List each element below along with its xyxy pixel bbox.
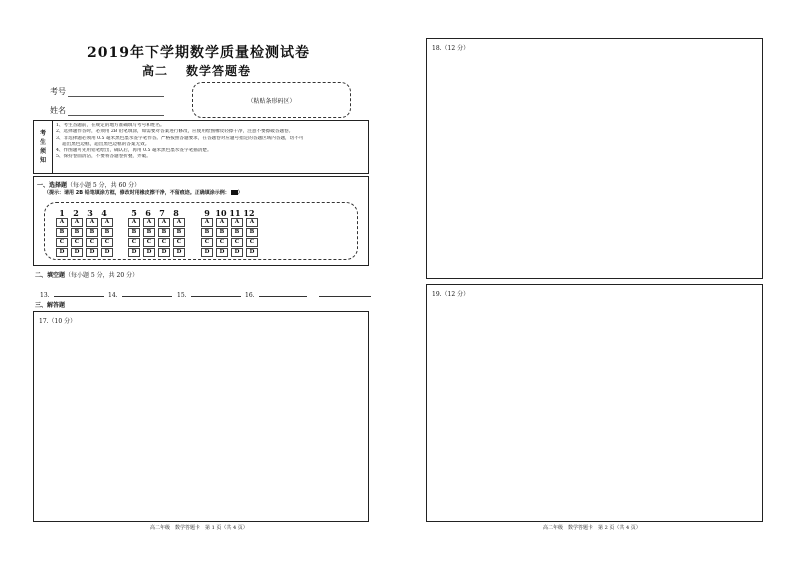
option-bubble[interactable]: C (101, 238, 113, 247)
question-number: 12 (243, 208, 255, 218)
question-label: 17.（10 分） (39, 318, 77, 325)
option-bubble[interactable]: B (173, 228, 185, 237)
question-group (127, 208, 187, 257)
option-bubble[interactable]: B (128, 228, 140, 237)
question-number: 6 (145, 208, 151, 218)
question-number: 4 (101, 208, 107, 218)
option-bubble[interactable]: B (56, 228, 68, 237)
question-number: 10 (215, 208, 227, 218)
question-number: 7 (159, 208, 165, 218)
question-number: 2 (73, 208, 79, 218)
option-bubble[interactable]: D (56, 248, 68, 257)
question-number: 11 (229, 208, 241, 218)
sheet-label: 数学答题卷 (186, 64, 252, 78)
notice-item: 超出黑色边框，超出黑色边框的答案无效。 (62, 141, 150, 147)
answer-box-18[interactable] (426, 38, 763, 279)
blank-13[interactable]: 13. (40, 290, 104, 299)
option-bubble[interactable]: A (128, 218, 140, 227)
option-bubble[interactable]: B (86, 228, 98, 237)
option-bubble[interactable]: A (173, 218, 185, 227)
notice-body (56, 123, 364, 161)
option-bubble[interactable]: A (56, 218, 68, 227)
question-label: 19.（12 分） (432, 291, 470, 298)
blank-14[interactable]: 14. (108, 290, 172, 299)
fill-in-section-title: 二、填空题（每小题 5 分，共 20 分） (35, 272, 139, 279)
option-bubble[interactable]: D (143, 248, 155, 257)
question-number: 8 (173, 208, 179, 218)
option-bubble[interactable]: D (158, 248, 170, 257)
exam-no-field[interactable] (50, 86, 164, 97)
question-number: 9 (204, 208, 210, 218)
option-bubble[interactable]: D (128, 248, 140, 257)
question-group (55, 208, 115, 257)
fill-hint: （提示：请用 2B 铅笔填涂方框，修改时用橡皮擦干净，不留痕迹。正确填涂示例： ） (44, 190, 243, 196)
option-bubble[interactable]: C (128, 238, 140, 247)
notice-item: 4、作图题可先用铅笔绘出，确认后，再用 0.5 毫米黑色墨水签字笔描清楚。 (56, 148, 212, 154)
option-bubble[interactable]: A (201, 218, 213, 227)
question-label: 18.（12 分） (432, 45, 470, 52)
option-bubble[interactable]: C (56, 238, 68, 247)
option-bubble[interactable]: C (201, 238, 213, 247)
option-bubble[interactable]: C (246, 238, 258, 247)
option-bubble[interactable]: B (71, 228, 83, 237)
candidate-notice (33, 120, 369, 174)
option-bubble[interactable]: D (173, 248, 185, 257)
section-title: 一、选择题（每小题 5 分，共 60 分） (37, 182, 141, 189)
barcode-area-label: （粘贴条形码区） (247, 97, 296, 105)
option-bubble[interactable]: B (231, 228, 243, 237)
answer-box-17[interactable] (33, 311, 369, 522)
question-number: 1 (59, 208, 65, 218)
option-bubble[interactable]: B (101, 228, 113, 237)
question-number: 5 (131, 208, 137, 218)
question-number: 3 (87, 208, 93, 218)
option-bubble[interactable]: D (71, 248, 83, 257)
option-bubble[interactable]: C (71, 238, 83, 247)
option-bubble[interactable]: C (143, 238, 155, 247)
notice-item: 2、选择题作答时，必须用 2B 铅笔填涂，如需要对答案进行修改，应使用绘图橡皮轻擦干净，注意不要擦破答题卷。 (56, 129, 294, 135)
notice-item: 1、考生答题前，在规定的地方准确填写考号和姓名。 (56, 123, 165, 128)
option-bubble[interactable]: B (216, 228, 228, 237)
option-bubble[interactable]: A (246, 218, 258, 227)
page-footer: 高二年级 数学答题卡 第 1 页（共 4 页） (150, 525, 248, 531)
option-bubble[interactable]: B (158, 228, 170, 237)
option-bubble[interactable]: C (173, 238, 185, 247)
option-bubble[interactable]: A (101, 218, 113, 227)
option-bubble[interactable]: B (143, 228, 155, 237)
page-footer: 高二年级 数学答题卡 第 2 页（共 4 页） (543, 525, 641, 531)
option-bubble[interactable]: D (201, 248, 213, 257)
name-field[interactable] (50, 105, 164, 116)
option-bubble[interactable]: D (246, 248, 258, 257)
question-group (200, 208, 260, 257)
section-note: （每小题 5 分，共 20 分） (65, 272, 139, 279)
answer-bubble-area (44, 202, 358, 260)
name-label: 姓名 (50, 106, 66, 115)
notice-item: 3、非选择题必须用 0.5 毫米黑色墨水签字笔作答。严格按照答题要求，在答题卷对应题号指定的答题区域内答题，切不可 (56, 135, 304, 141)
filled-box-sample (231, 190, 238, 195)
section-note: （每小题 5 分，共 60 分） (67, 182, 141, 189)
option-bubble[interactable]: C (86, 238, 98, 247)
option-bubble[interactable]: A (231, 218, 243, 227)
option-bubble[interactable]: D (216, 248, 228, 257)
exam-title: 2019年下学期数学质量检测试卷 (87, 45, 310, 61)
option-bubble[interactable]: C (216, 238, 228, 247)
option-bubble[interactable]: D (101, 248, 113, 257)
multiple-choice-section (33, 176, 369, 266)
option-bubble[interactable]: D (231, 248, 243, 257)
option-bubble[interactable]: A (158, 218, 170, 227)
option-bubble[interactable]: A (216, 218, 228, 227)
option-bubble[interactable]: A (71, 218, 83, 227)
option-bubble[interactable]: D (86, 248, 98, 257)
exam-no-label: 考号 (50, 87, 66, 96)
option-bubble[interactable]: A (86, 218, 98, 227)
option-bubble[interactable]: A (143, 218, 155, 227)
sheet-subtitle (142, 62, 251, 79)
solution-section-title: 三、解答题 (35, 302, 66, 309)
blank-16[interactable]: 16. (245, 290, 371, 299)
grade-label: 高二 (142, 64, 169, 78)
option-bubble[interactable]: B (201, 228, 213, 237)
option-bubble[interactable]: C (158, 238, 170, 247)
notice-item: 5、保持卷面清洁，不要将答题卷折叠，弄破。 (56, 154, 151, 160)
notice-label: 考 生 须 知 (34, 121, 53, 173)
option-bubble[interactable]: B (246, 228, 258, 237)
blank-15[interactable]: 15. (177, 290, 241, 299)
answer-box-19[interactable] (426, 284, 763, 522)
barcode-area (192, 82, 351, 118)
option-bubble[interactable]: C (231, 238, 243, 247)
